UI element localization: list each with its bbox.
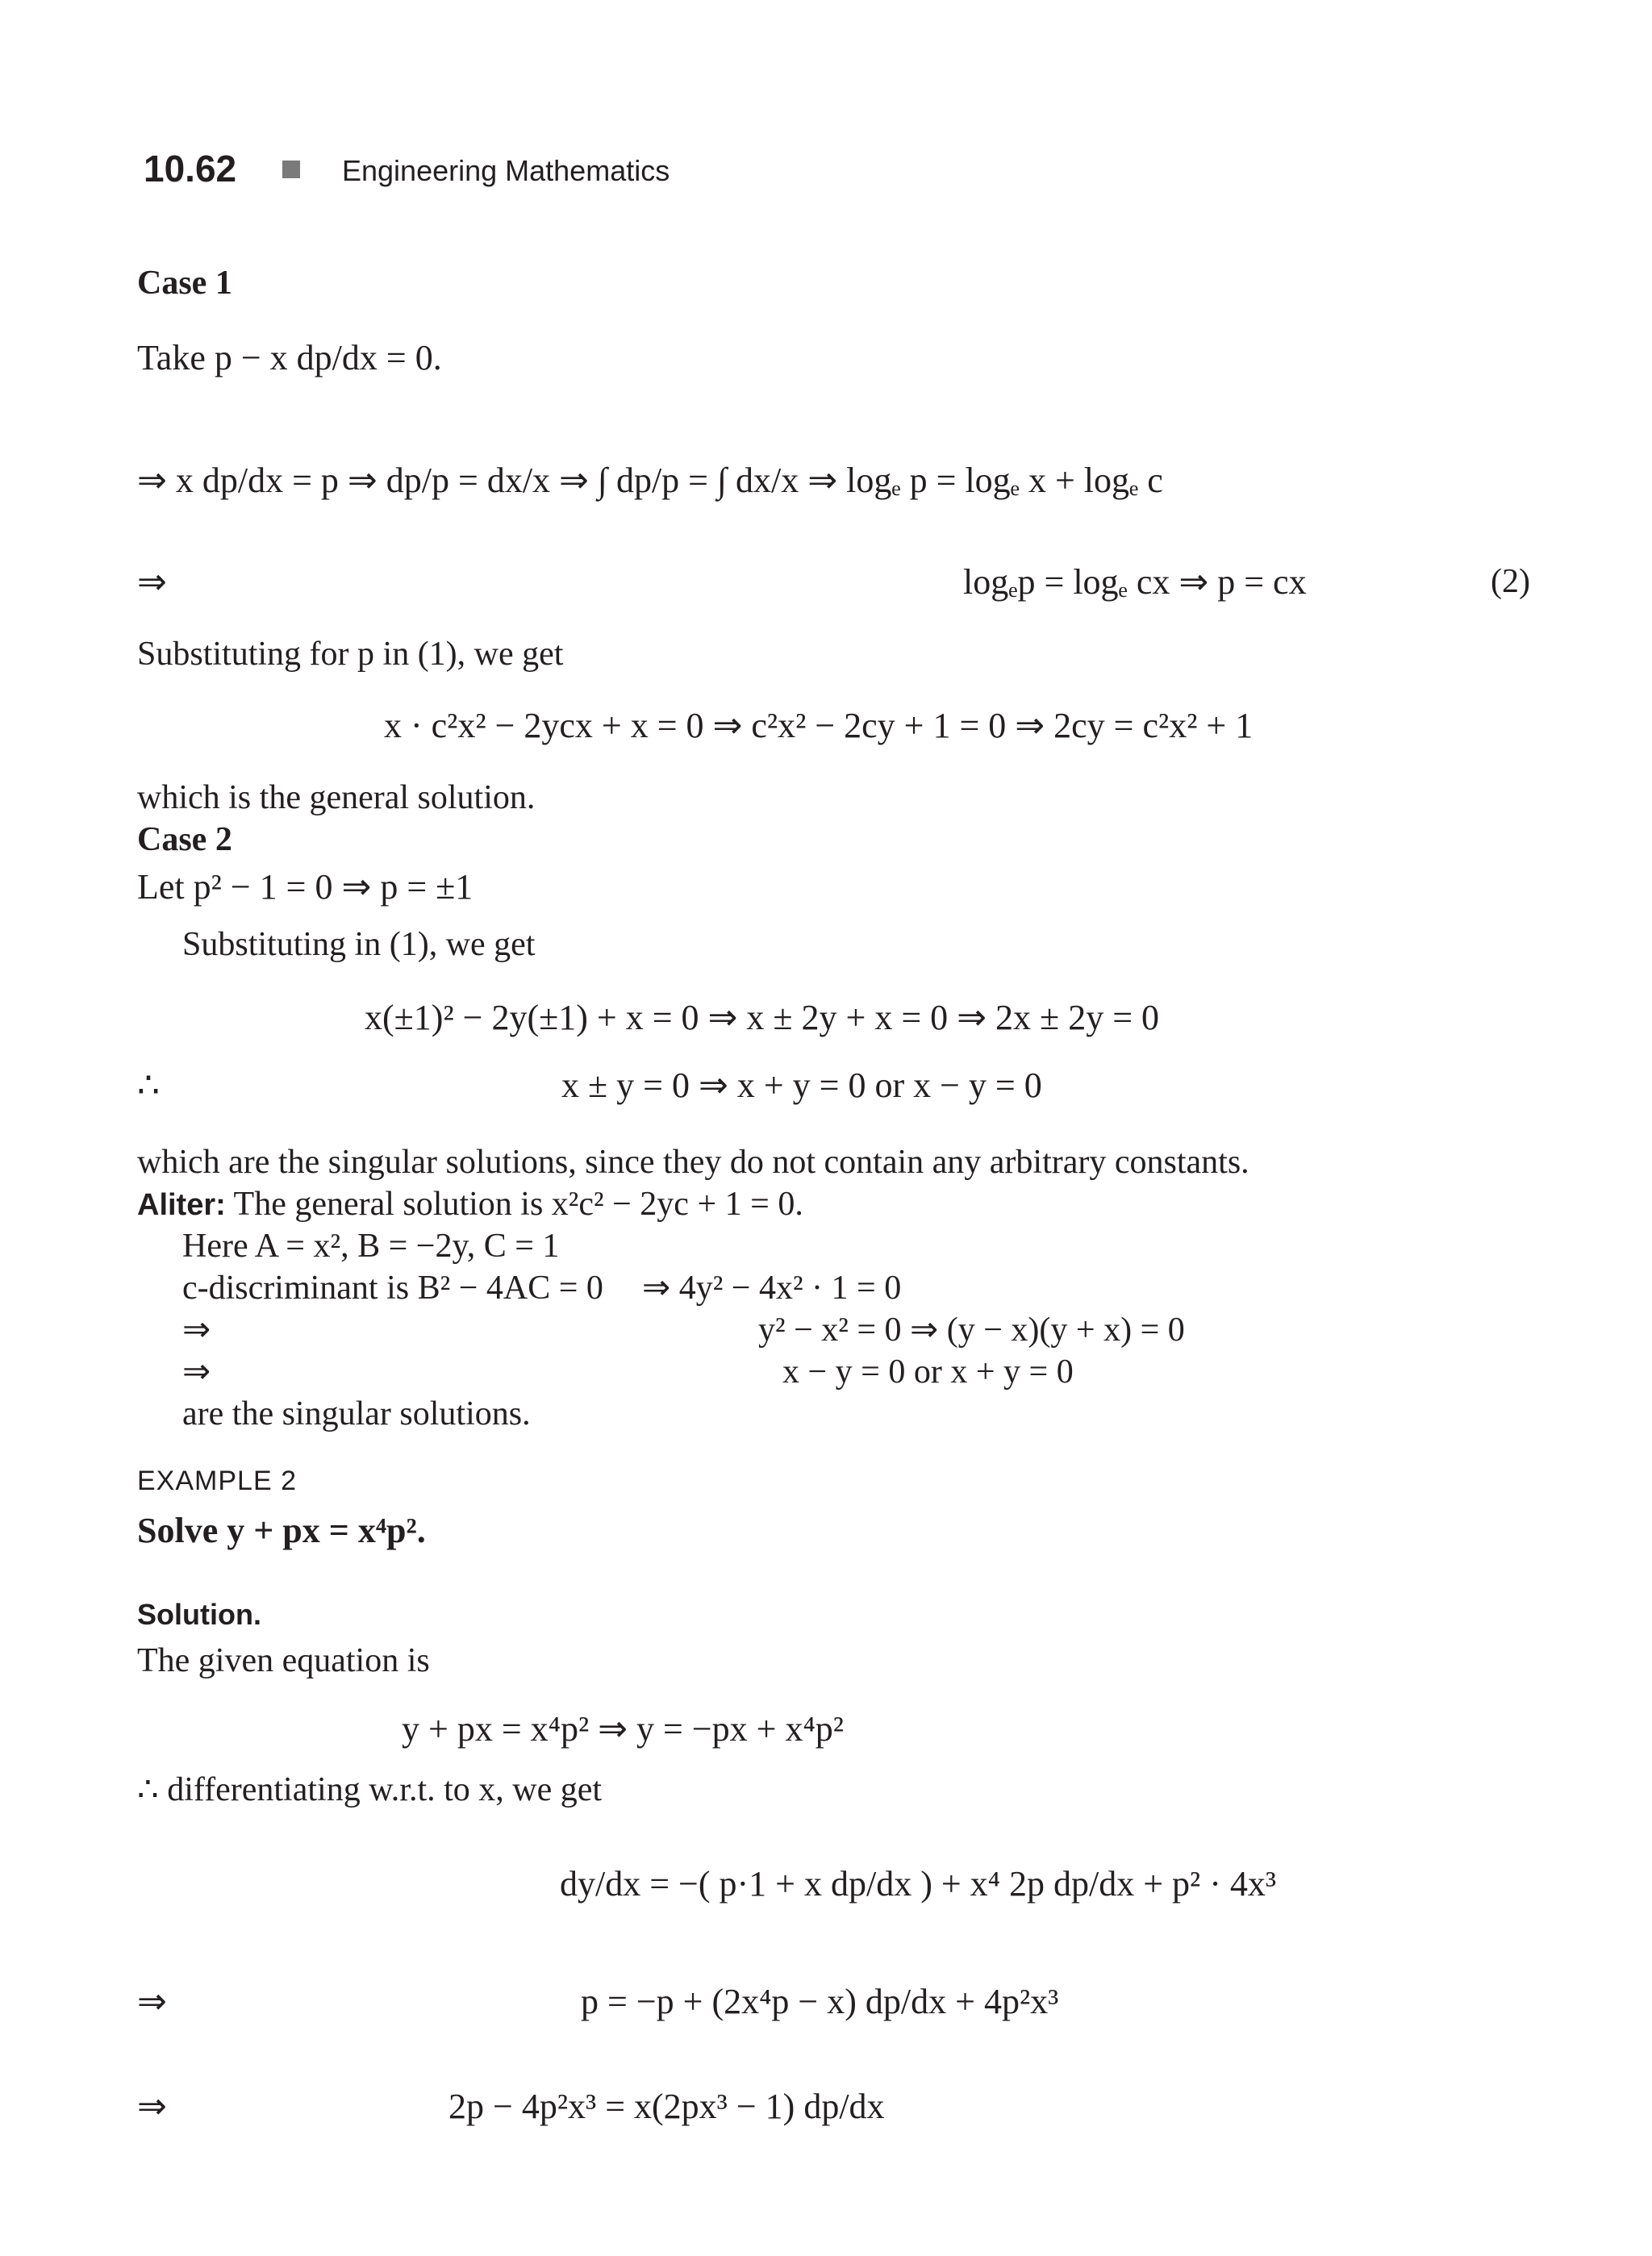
case2-let-line: Let p² − 1 = 0 ⇒ p = ±1	[137, 867, 473, 907]
aliter-arrow-1: ⇒	[182, 1311, 211, 1349]
aliter-discriminant-label: c-discriminant is B² − 4AC = 0	[182, 1270, 603, 1307]
example-arrow-4: ⇒	[137, 2087, 167, 2126]
given-equation-text: The given equation is	[137, 1642, 430, 1679]
case1-general-solution-text: which is the general solution.	[137, 779, 536, 816]
case2-equation-1: x(±1)² − 2y(±1) + x = 0 ⇒ x ± 2y + x = 0 ⇒ 2x ± 2y = 0	[365, 998, 1160, 1037]
aliter-conclusion: are the singular solutions.	[182, 1395, 531, 1432]
therefore-symbol: ∴	[137, 1065, 160, 1105]
case2-heading: Case 2	[137, 821, 232, 858]
aliter-discriminant-rhs: ⇒ 4y² − 4x² · 1 = 0	[642, 1270, 902, 1307]
aliter-label: Aliter:	[137, 1188, 226, 1222]
example-equation-4: 2p − 4p²x³ = x(2px³ − 1) dp/dx	[448, 2087, 885, 2126]
case2-equation-2: x ± y = 0 ⇒ x + y = 0 or x − y = 0	[561, 1065, 1042, 1105]
example-label: EXAMPLE 2	[137, 1466, 297, 1496]
case2-singular-text: which are the singular solutions, since they do not contain any arbitrary constants.	[137, 1144, 1249, 1181]
aliter-arrow-2: ⇒	[182, 1353, 211, 1391]
aliter-result-1: y² − x² = 0 ⇒ (y − x)(y + x) = 0	[758, 1311, 1185, 1349]
example-equation-3: p = −p + (2x⁴p − x) dp/dx + 4p²x³	[581, 1982, 1059, 2021]
aliter-paragraph	[137, 1186, 803, 1223]
case1-derivation-line1: ⇒ x dp/dx = p ⇒ dp/p = dx/x ⇒ ∫ dp/p = ∫ dx/x ⇒ logₑ p = logₑ x + logₑ c	[137, 461, 1163, 500]
equation-number-2: (2)	[1491, 563, 1530, 600]
example-equation-2: dy/dx = −( p·1 + x dp/dx ) + x⁴ 2p dp/dx + p² · 4x³	[560, 1864, 1277, 1904]
aliter-coefficients: Here A = x², B = −2y, C = 1	[182, 1228, 560, 1265]
solution-label: Solution.	[137, 1598, 261, 1631]
aliter-text: The general solution is x²c² − 2yc + 1 = 0.	[233, 1186, 803, 1223]
case1-take-line: Take p − x dp/dx = 0.	[137, 338, 442, 377]
example-equation-1: y + px = x⁴p² ⇒ y = −px + x⁴p²	[402, 1709, 845, 1749]
case1-general-equation: x · c²x² − 2ycx + x = 0 ⇒ c²x² − 2cy + 1 = 0 ⇒ 2cy = c²x² + 1	[384, 706, 1254, 745]
page-number: 10.62	[144, 148, 237, 190]
differentiating-text: ∴ differentiating w.r.t. to x, we get	[137, 1771, 603, 1808]
case1-derivation-line2: logₑp = logₑ cx ⇒ p = cx	[963, 562, 1307, 602]
case1-heading: Case 1	[137, 265, 232, 302]
case1-substituting-text: Substituting for p in (1), we get	[137, 636, 564, 673]
aliter-result-2: x − y = 0 or x + y = 0	[782, 1353, 1074, 1391]
header-square-icon	[282, 161, 300, 178]
example-problem: Solve y + px = x⁴p².	[137, 1511, 426, 1550]
book-title: Engineering Mathematics	[342, 154, 670, 187]
case2-substituting-text: Substituting in (1), we get	[182, 926, 536, 963]
case1-line2-arrow: ⇒	[137, 562, 167, 602]
example-arrow-3: ⇒	[137, 1982, 167, 2021]
